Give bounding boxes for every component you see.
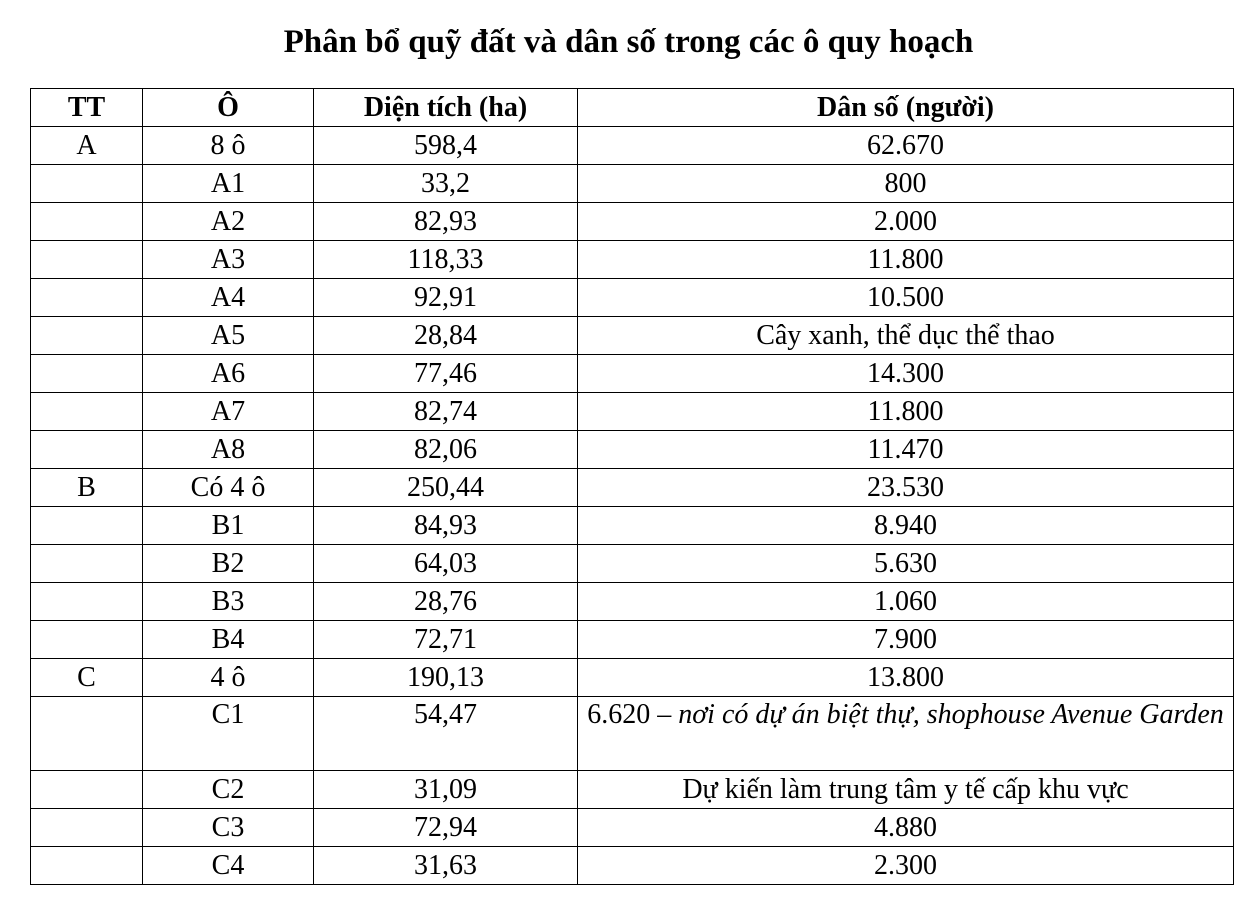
cell-area: 82,74 (314, 393, 578, 431)
cell-population: 800 (578, 165, 1234, 203)
table-row (31, 847, 1234, 885)
cell-tt (31, 771, 143, 809)
table-row (31, 545, 1234, 583)
cell-o: A7 (143, 393, 314, 431)
table-row (31, 317, 1234, 355)
cell-o: 4 ô (143, 659, 314, 697)
cell-population: 11.470 (578, 431, 1234, 469)
cell-o: C2 (143, 771, 314, 809)
cell-o: A3 (143, 241, 314, 279)
cell-area: 31,09 (314, 771, 578, 809)
cell-population: 23.530 (578, 469, 1234, 507)
cell-area: 190,13 (314, 659, 578, 697)
cell-population: 8.940 (578, 507, 1234, 545)
header-area: Diện tích (ha) (314, 89, 578, 127)
cell-population: 14.300 (578, 355, 1234, 393)
cell-population: Dự kiến làm trung tâm y tế cấp khu vực (578, 771, 1234, 809)
table-row (31, 809, 1234, 847)
cell-o: A8 (143, 431, 314, 469)
cell-area: 250,44 (314, 469, 578, 507)
cell-tt (31, 165, 143, 203)
header-tt: TT (31, 89, 143, 127)
cell-population: 7.900 (578, 621, 1234, 659)
cell-tt: A (31, 127, 143, 165)
cell-population: 10.500 (578, 279, 1234, 317)
table-row (31, 165, 1234, 203)
cell-population (578, 697, 1234, 771)
cell-population: 11.800 (578, 393, 1234, 431)
cell-population: 2.300 (578, 847, 1234, 885)
cell-population: 13.800 (578, 659, 1234, 697)
cell-tt (31, 697, 143, 771)
cell-tt (31, 809, 143, 847)
table-row (31, 203, 1234, 241)
cell-tt (31, 355, 143, 393)
cell-o: A5 (143, 317, 314, 355)
table-row (31, 279, 1234, 317)
cell-o: B4 (143, 621, 314, 659)
cell-tt (31, 279, 143, 317)
cell-area: 33,2 (314, 165, 578, 203)
cell-population: Cây xanh, thể dục thể thao (578, 317, 1234, 355)
cell-area: 118,33 (314, 241, 578, 279)
cell-tt (31, 507, 143, 545)
cell-population: 62.670 (578, 127, 1234, 165)
cell-tt (31, 241, 143, 279)
cell-o: A1 (143, 165, 314, 203)
land-population-table (30, 88, 1234, 885)
page-title: Phân bổ quỹ đất và dân số trong các ô quy hoạch (283, 24, 974, 60)
cell-o: C1 (143, 697, 314, 771)
cell-population: 4.880 (578, 809, 1234, 847)
cell-area: 77,46 (314, 355, 578, 393)
cell-o: A6 (143, 355, 314, 393)
table-body (31, 127, 1234, 885)
cell-population: 5.630 (578, 545, 1234, 583)
cell-area: 92,91 (314, 279, 578, 317)
cell-population: 11.800 (578, 241, 1234, 279)
population-value: 6.620 (587, 699, 651, 730)
cell-area: 54,47 (314, 697, 578, 771)
header-population: Dân số (người) (578, 89, 1234, 127)
cell-tt (31, 621, 143, 659)
header-o: Ô (143, 89, 314, 127)
cell-area: 72,94 (314, 809, 578, 847)
cell-area: 28,84 (314, 317, 578, 355)
cell-o: C3 (143, 809, 314, 847)
table-row (31, 507, 1234, 545)
cell-o: A2 (143, 203, 314, 241)
cell-tt: B (31, 469, 143, 507)
cell-population: 1.060 (578, 583, 1234, 621)
cell-o: C4 (143, 847, 314, 885)
table-row (31, 659, 1234, 697)
table-row (31, 241, 1234, 279)
cell-o: Có 4 ô (143, 469, 314, 507)
cell-area: 598,4 (314, 127, 578, 165)
cell-area: 82,06 (314, 431, 578, 469)
cell-o: 8 ô (143, 127, 314, 165)
table-row (31, 469, 1234, 507)
table-row (31, 431, 1234, 469)
cell-o: B2 (143, 545, 314, 583)
table-row (31, 355, 1234, 393)
cell-area: 72,71 (314, 621, 578, 659)
cell-o: B1 (143, 507, 314, 545)
cell-tt (31, 431, 143, 469)
table-row (31, 583, 1234, 621)
cell-area: 84,93 (314, 507, 578, 545)
table-row (31, 771, 1234, 809)
cell-tt: C (31, 659, 143, 697)
table-header-row (31, 89, 1234, 127)
cell-tt (31, 583, 143, 621)
cell-tt (31, 203, 143, 241)
cell-tt (31, 847, 143, 885)
cell-area: 28,76 (314, 583, 578, 621)
cell-population: 2.000 (578, 203, 1234, 241)
cell-o: A4 (143, 279, 314, 317)
population-note: – nơi có dự án biệt thự, shophouse Avenue Garden (650, 699, 1224, 730)
cell-tt (31, 545, 143, 583)
cell-area: 82,93 (314, 203, 578, 241)
cell-tt (31, 317, 143, 355)
cell-tt (31, 393, 143, 431)
table-row (31, 621, 1234, 659)
cell-area: 64,03 (314, 545, 578, 583)
table-row (31, 697, 1234, 771)
cell-area: 31,63 (314, 847, 578, 885)
cell-o: B3 (143, 583, 314, 621)
table-row (31, 393, 1234, 431)
table-row (31, 127, 1234, 165)
